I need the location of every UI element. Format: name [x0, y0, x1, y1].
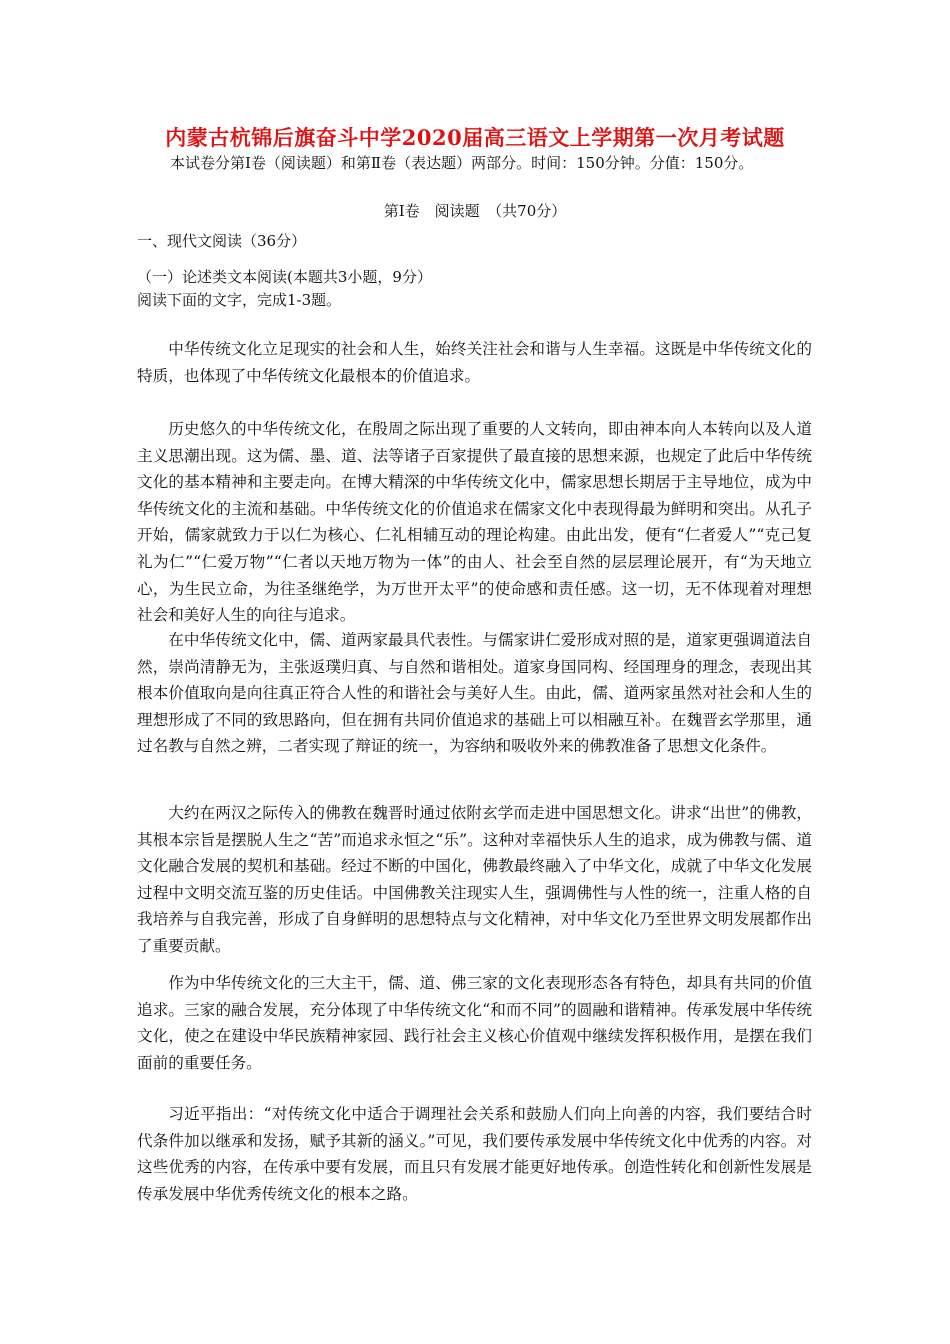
exam-title: 内蒙古杭锦后旗奋斗中学2020届高三语文上学期第一次月考试题: [165, 125, 785, 150]
passage-paragraph: 中华传统文化立足现实的社会和人生，始终关注社会和谐与人生幸福。这既是中华传统文化的特质，也体现了中华传统文化最根本的价值追求。: [137, 340, 812, 385]
reading-instruction: 阅读下面的文字，完成1-3题。: [137, 291, 342, 309]
passage-paragraph: 在中华传统文化中，儒、道两家最具代表性。与儒家讲仁爱形成对照的是，道家更强调道法自然，崇尚清静无为，主张返璞归真、与自然和谐相处。道家身国同构、经国理身的理念，表现出其根本价值取向是向往真正符合人性的和谐社会与美好人生。由此，儒、道两家虽然对社会和人生的理想形成了不同的致思路向，但在拥有共同价值追求的基础上可以相融互补。在魏晋玄学那里，通过名教与自然之辨，二者实现了辩证的统一，为容纳和吸收外来的佛教准备了思想文化条件。: [137, 631, 812, 756]
passage-paragraph: 大约在两汉之际传入的佛教在魏晋时通过依附玄学而走进中国思想文化。讲求“出世”的佛教，其根本宗旨是摆脱人生之“苦”而追求永恒之“乐”。这种对幸福快乐人生的追求，成为佛教与儒、道文化融合发展的契机和基础。经过不断的中国化，佛教最终融入了中华文化，成就了中华文化发展过程中文明交流互鉴的历史佳话。中国佛教关注现实人生，强调佛性与人性的统一，注重人格的自我培养与自我完善，形成了自身鲜明的思想特点与文化精神，对中华文化乃至世界文明发展都作出了重要贡献。: [137, 804, 812, 955]
passage-paragraph: 历史悠久的中华传统文化，在殷周之际出现了重要的人文转向，即由神本向人本转向以及人道主义思潮出现。这为儒、墨、道、法等诸子百家提供了最直接的思想来源，也规定了此后中华传统文化的基本精神和主要走向。在博大精深的中华传统文化中，儒家思想长期居于主导地位，成为中华传统文化的主流和基础。中华传统文化的价值追求在儒家文化中表现得最为鲜明和突出。从孔子开始，儒家就致力于以仁为核心、仁礼相辅互动的理论构建。由此出发，便有“仁者爱人”“克己复礼为仁”“仁爱万物”“仁者以天地万物为一体”的由人、社会至自然的层层理论展开，有“为天地立心，为生民立命，为往圣继绝学，为万世开太平”的使命感和责任感。这一切，无不体现着对理想社会和美好人生的向往与追求。: [137, 420, 812, 625]
passage-paragraph: 作为中华传统文化的三大主干，儒、道、佛三家的文化表现形态各有特色，却具有共同的价值追求。三家的融合发展，充分体现了中华传统文化“和而不同”的圆融和谐精神。传承发展中华传统文化，使之在建设中华民族精神家园、践行社会主义核心价值观中继续发挥积极作用，是摆在我们面前的重要任务。: [137, 974, 812, 1072]
subpart-heading: （一）论述类文本阅读(本题共3小题，9分）: [137, 268, 432, 286]
part-heading: 一、现代文阅读（36分）: [137, 232, 307, 250]
section-title: 第Ⅰ卷 阅读题 （共70分）: [383, 202, 567, 220]
passage-paragraph: 习近平指出：“对传统文化中适合于调理社会关系和鼓励人们向上向善的内容，我们要结合时代条件加以继承和发扬，赋予其新的涵义。”可见，我们要传承发展中华传统文化中优秀的内容。对这些优秀的内容，在传承中要有发展，而且只有发展才能更好地传承。创造性转化和创新性发展是传承发展中华优秀传统文化的根本之路。: [137, 1105, 812, 1203]
exam-subtitle: 本试卷分第Ⅰ卷（阅读题）和第Ⅱ卷（表达题）两部分。时间：150分钟。分值：150分。: [170, 154, 754, 172]
